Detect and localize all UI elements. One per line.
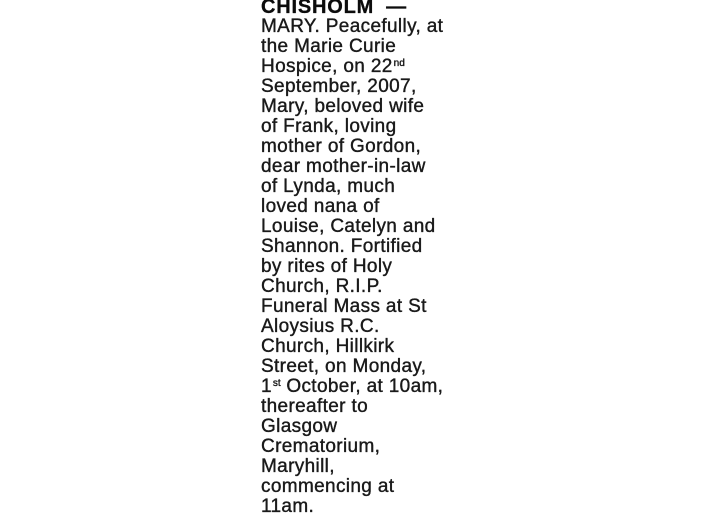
notice-line: Shannon. Fortified — [261, 236, 423, 257]
notice-line: Church, Hillkirk — [261, 336, 395, 357]
notice-line: MARY. Peacefully, at — [261, 16, 444, 37]
notice-line: Mary, beloved wife — [261, 96, 425, 117]
notice-line — [261, 377, 491, 397]
surname-text: CHISHOLM — [261, 0, 375, 18]
notice-line: mother of Gordon, — [261, 136, 422, 157]
notice-line: commencing at — [261, 476, 395, 497]
notice-line: of Lynda, much — [261, 176, 396, 197]
notice-line: Street, on Monday, — [261, 356, 427, 377]
notice-line: Glasgow — [261, 416, 338, 437]
notice-line: loved nana of — [261, 196, 380, 217]
notice-line: Maryhill, — [261, 456, 335, 477]
notice-line: of Frank, loving — [261, 116, 397, 137]
heading-dash: — — [386, 0, 407, 18]
notice-line: the Marie Curie — [261, 36, 397, 57]
notice-line: Louise, Catelyn and — [261, 216, 436, 237]
notice-line: September, 2007, — [261, 76, 417, 97]
notice-heading — [261, 0, 491, 17]
notice-line: Funeral Mass at St — [261, 296, 427, 317]
ordinal-suffix: st — [272, 378, 281, 389]
line-text: 1 — [261, 376, 272, 397]
line-text: October, at 10am, — [280, 376, 444, 397]
notice-line: 11am. — [261, 496, 315, 517]
notice-line: Church, R.I.P. — [261, 276, 383, 297]
notice-line: Crematorium, — [261, 436, 381, 457]
line-text: Hospice, on 22 — [261, 56, 393, 77]
ordinal-suffix: nd — [393, 58, 405, 69]
death-notice-column — [261, 0, 491, 517]
notice-line: by rites of Holy — [261, 256, 393, 277]
notice-line — [261, 57, 491, 77]
notice-line: thereafter to — [261, 396, 368, 417]
notice-line: dear mother-in-law — [261, 156, 426, 177]
notice-line: Aloysius R.C. — [261, 316, 380, 337]
